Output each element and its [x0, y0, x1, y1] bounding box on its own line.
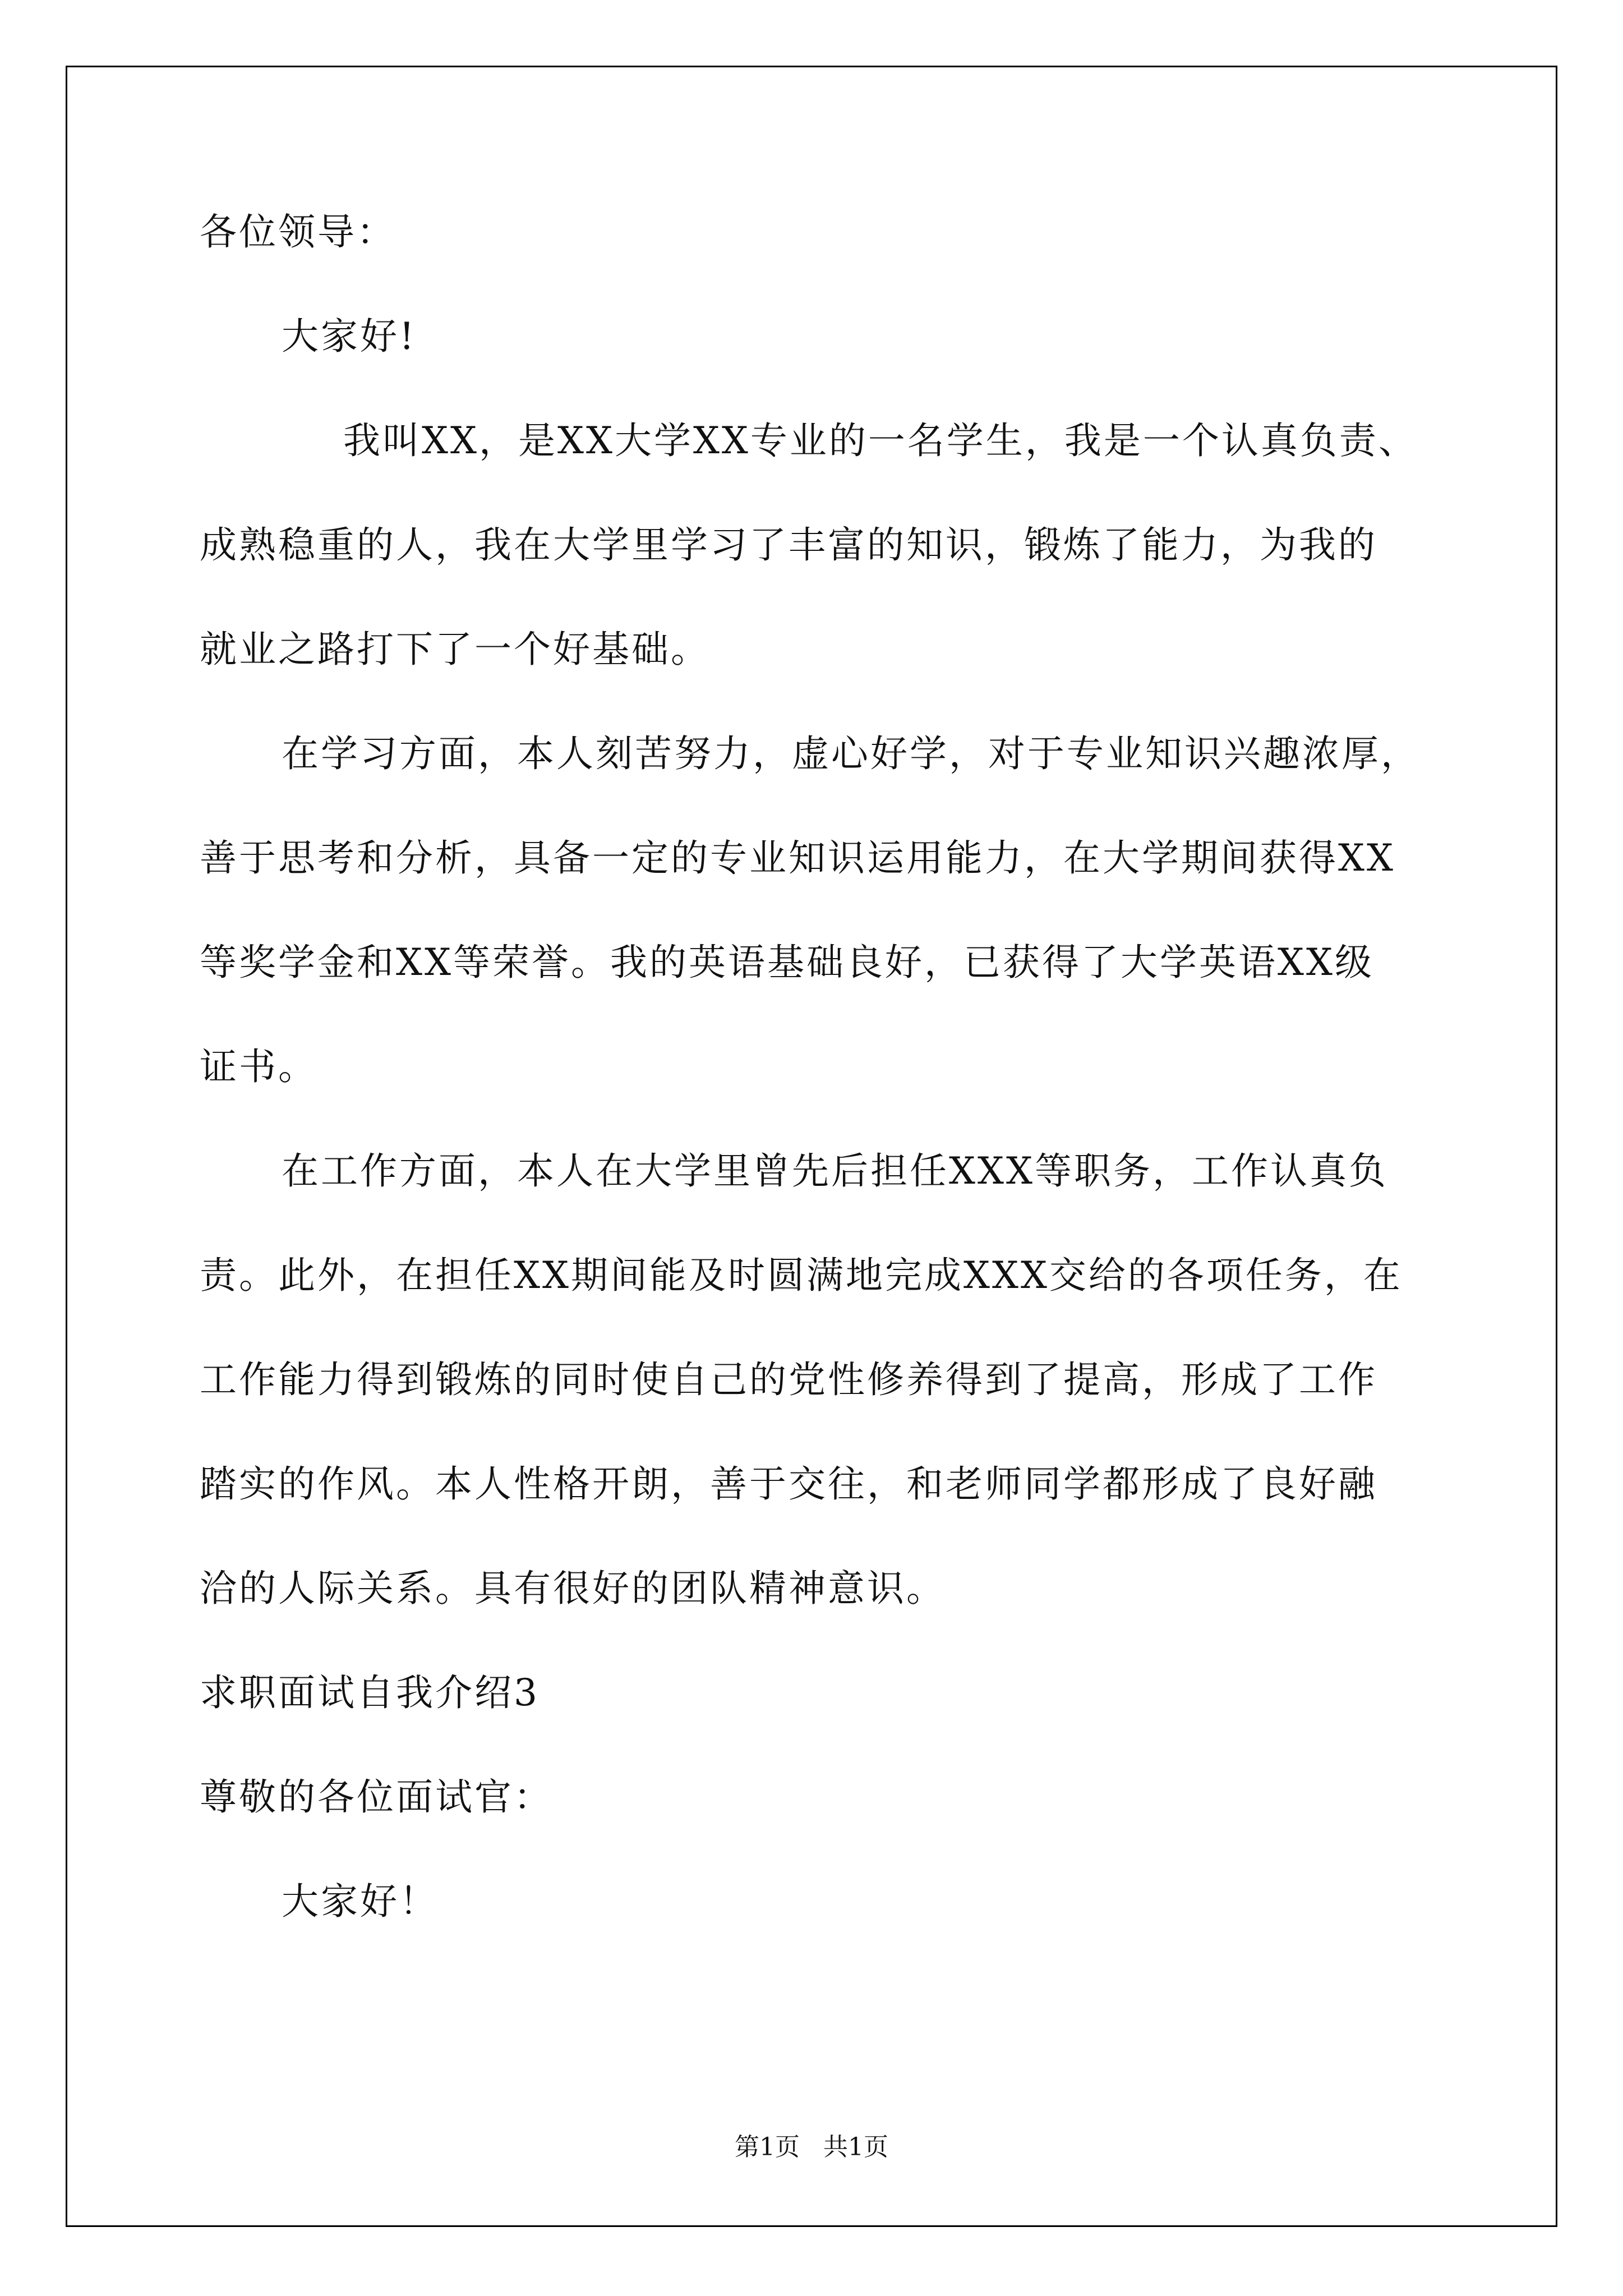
greeting-2: 大家好！ — [282, 1880, 439, 1923]
study-line-3: 等奖学金和XX等荣誉。我的英语基础良好，已获得了大学英语XX级 — [200, 941, 1374, 984]
work-line-5: 洽的人际关系。具有很好的团队精神意识。 — [200, 1567, 946, 1610]
salutation: 各位领导： — [200, 210, 396, 254]
study-line-1: 在学习方面，本人刻苦努力，虚心好学，对于专业知识兴趣浓厚， — [282, 732, 1420, 775]
salutation-2: 尊敬的各位面试官： — [200, 1775, 553, 1819]
section-heading: 求职面试自我介绍3 — [200, 1671, 540, 1714]
study-line-2: 善于思考和分析，具备一定的专业知识运用能力，在大学期间获得XX — [200, 836, 1395, 880]
study-line-4: 证书。 — [200, 1045, 317, 1088]
work-line-4: 踏实的作风。本人性格开朗，善于交往，和老师同学都形成了良好融 — [200, 1462, 1377, 1506]
page-number: 第1页 共1页 — [735, 2133, 888, 2161]
work-line-2: 责。此外，在担任XX期间能及时圆满地完成XXX交给的各项任务，在 — [200, 1254, 1403, 1297]
intro-line-1: 我叫XX，是XX大学XX专业的一名学生，我是一个认真负责、 — [343, 419, 1418, 462]
work-line-1: 在工作方面，本人在大学里曾先后担任XXX等职务，工作认真负 — [282, 1149, 1388, 1193]
greeting: 大家好! — [282, 315, 417, 358]
work-line-3: 工作能力得到锻炼的同时使自己的党性修养得到了提高，形成了工作 — [200, 1358, 1377, 1401]
intro-line-3: 就业之路打下了一个好基础。 — [200, 628, 710, 671]
intro-line-2: 成熟稳重的人，我在大学里学习了丰富的知识，锻炼了能力，为我的 — [200, 523, 1377, 567]
